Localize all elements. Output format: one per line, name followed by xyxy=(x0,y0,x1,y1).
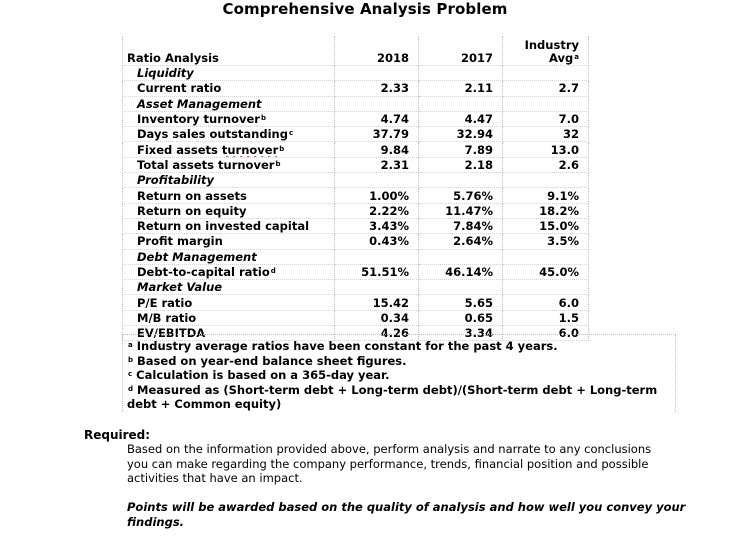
ratio-label xyxy=(123,203,335,218)
ratio-label-text: Return on assets xyxy=(137,188,247,203)
value-2017: 0.65 xyxy=(419,310,503,325)
value-2017: 2.11 xyxy=(419,81,503,96)
value-2018: 15.42 xyxy=(335,295,419,310)
ratio-row xyxy=(123,81,589,96)
ratio-label-text: Inventory turnover xyxy=(137,112,260,127)
ratio-label xyxy=(123,234,335,249)
header-industry-line1: Industry xyxy=(524,38,579,52)
ratio-label xyxy=(123,142,335,157)
value-industry: 6.0 xyxy=(503,326,589,341)
value-industry: 9.1% xyxy=(503,188,589,203)
footnote-b xyxy=(127,354,675,369)
ratio-label-text: P/E ratio xyxy=(137,295,193,310)
ratio-row xyxy=(123,111,589,126)
required-instructions: Based on the information provided above, perform analysis and narrate to any conclusions you can make regarding the company performance, trends, financial position and possible activities that have an impact. xyxy=(127,442,652,486)
empty-cell xyxy=(503,96,589,111)
header-2017: 2017 xyxy=(419,36,503,66)
value-2018: 2.22% xyxy=(335,203,419,218)
value-industry: 2.6 xyxy=(503,157,589,172)
empty-cell xyxy=(419,66,503,81)
value-industry: 13.0 xyxy=(503,142,589,157)
ratio-label-text: Days sales outstanding xyxy=(137,127,288,142)
required-label: Required: xyxy=(84,428,151,442)
section-label: Profitability xyxy=(123,173,335,188)
empty-cell xyxy=(419,280,503,295)
ratio-row xyxy=(123,157,589,172)
value-2017: 4.47 xyxy=(419,111,503,126)
empty-cell xyxy=(503,280,589,295)
footnote-marker: a xyxy=(128,341,133,349)
value-industry: 6.0 xyxy=(503,295,589,310)
empty-cell xyxy=(419,96,503,111)
value-2018: 2.31 xyxy=(335,157,419,172)
ratio-row xyxy=(123,218,589,233)
footnotes-box xyxy=(122,334,676,412)
empty-cell xyxy=(503,249,589,264)
section-label: Asset Management xyxy=(123,96,335,111)
empty-cell xyxy=(503,66,589,81)
value-2017: 2.18 xyxy=(419,157,503,172)
value-2018: 2.33 xyxy=(335,81,419,96)
ratio-label xyxy=(123,188,335,203)
value-2018: 1.00% xyxy=(335,188,419,203)
footnote-marker: b xyxy=(275,159,281,168)
ratio-table-container xyxy=(122,36,588,341)
footnote-text: Calculation is based on a 365-day year. xyxy=(136,368,390,382)
value-2018: 4.74 xyxy=(335,111,419,126)
ratio-row xyxy=(123,264,589,279)
value-2018: 0.43% xyxy=(335,234,419,249)
ratio-label xyxy=(123,127,335,142)
header-ratio-analysis: Ratio Analysis xyxy=(123,36,335,66)
empty-cell xyxy=(335,96,419,111)
empty-cell xyxy=(335,249,419,264)
value-industry: 1.5 xyxy=(503,310,589,325)
ratio-row xyxy=(123,234,589,249)
spellcheck-word: turnover xyxy=(203,112,260,127)
value-2018: 37.79 xyxy=(335,127,419,142)
footnote-text: Industry average ratios have been constant for the past 4 years. xyxy=(136,339,558,353)
value-2017: 46.14% xyxy=(419,264,503,279)
section-row xyxy=(123,173,589,188)
footnote-c xyxy=(127,368,675,383)
value-industry: 7.0 xyxy=(503,111,589,126)
ratio-row xyxy=(123,188,589,203)
ratio-analysis-table xyxy=(122,36,589,341)
footnote-d xyxy=(127,383,675,412)
value-2018: 0.34 xyxy=(335,310,419,325)
empty-cell xyxy=(419,249,503,264)
ratio-label-text: Fixed assets turnover xyxy=(137,142,279,157)
value-2017: 5.65 xyxy=(419,295,503,310)
ratio-label xyxy=(123,81,335,96)
section-label: Market Value xyxy=(123,280,335,295)
empty-cell xyxy=(335,280,419,295)
table-header-row xyxy=(123,36,589,66)
section-row xyxy=(123,96,589,111)
ratio-label-text: EV/EBITDA xyxy=(137,326,206,341)
value-industry: 45.0% xyxy=(503,264,589,279)
ratio-row xyxy=(123,310,589,325)
footnote-text: Measured as (Short-term debt + Long-term debt)/(Short-term debt + Long-term debt + Common equity) xyxy=(127,382,658,411)
ratio-label xyxy=(123,157,335,172)
value-2017: 32.94 xyxy=(419,127,503,142)
value-industry: 3.5% xyxy=(503,234,589,249)
ratio-label-text: Current ratio xyxy=(137,81,222,96)
ratio-label xyxy=(123,111,335,126)
ratio-row xyxy=(123,295,589,310)
ratio-label-text: M/B ratio xyxy=(137,310,197,325)
footnote-marker: c xyxy=(128,370,133,378)
footnote-marker: b xyxy=(260,114,266,123)
section-row xyxy=(123,249,589,264)
value-industry: 32 xyxy=(503,127,589,142)
value-industry: 18.2% xyxy=(503,203,589,218)
ratio-row xyxy=(123,142,589,157)
ratio-label xyxy=(123,264,335,279)
page-title: Comprehensive Analysis Problem xyxy=(222,0,508,18)
value-2017: 7.89 xyxy=(419,142,503,157)
section-row xyxy=(123,66,589,81)
value-2017: 2.64% xyxy=(419,234,503,249)
ratio-label xyxy=(123,295,335,310)
section-label: Debt Management xyxy=(123,249,335,264)
value-industry: 15.0% xyxy=(503,218,589,233)
header-industry-line2: Avg xyxy=(549,51,574,65)
value-2017: 3.34 xyxy=(419,326,503,341)
ratio-row xyxy=(123,203,589,218)
spellcheck-word: turnover xyxy=(221,142,279,157)
value-2018: 9.84 xyxy=(335,142,419,157)
ratio-label-text: Debt-to-capital ratio xyxy=(137,265,270,279)
section-label: Liquidity xyxy=(123,66,335,81)
footnote-text: Based on year-end balance sheet figures. xyxy=(137,353,407,368)
empty-cell xyxy=(335,173,419,188)
footnote-a xyxy=(127,339,675,354)
footnote-marker: d xyxy=(270,267,276,275)
value-2018: 3.43% xyxy=(335,218,419,233)
footnote-marker: c xyxy=(288,129,294,138)
ratio-row xyxy=(123,127,589,142)
empty-cell xyxy=(335,66,419,81)
value-2017: 7.84% xyxy=(419,218,503,233)
footnote-marker: a xyxy=(574,53,579,61)
empty-cell xyxy=(419,173,503,188)
header-industry-avg xyxy=(503,36,589,66)
header-2018: 2018 xyxy=(335,36,419,66)
ratio-label xyxy=(123,218,335,233)
value-2018: 4.26 xyxy=(335,326,419,341)
ratio-label-text: Total assets turnover xyxy=(137,157,275,172)
ratio-label-text: Return on invested capital xyxy=(137,219,310,234)
footnote-marker: d xyxy=(128,384,134,393)
value-2017: 5.76% xyxy=(419,188,503,203)
ratio-label xyxy=(123,310,335,325)
section-row xyxy=(123,280,589,295)
empty-cell xyxy=(503,173,589,188)
value-industry: 2.7 xyxy=(503,81,589,96)
ratio-label-text: Return on equity xyxy=(137,203,247,218)
points-note: Points will be awarded based on the quality of analysis and how well you convey your findings. xyxy=(127,500,686,529)
ratio-label-text: Profit margin xyxy=(137,234,223,249)
footnote-marker: b xyxy=(279,144,285,153)
footnote-marker: b xyxy=(128,355,134,364)
value-2018: 51.51% xyxy=(335,264,419,279)
value-2017: 11.47% xyxy=(419,203,503,218)
